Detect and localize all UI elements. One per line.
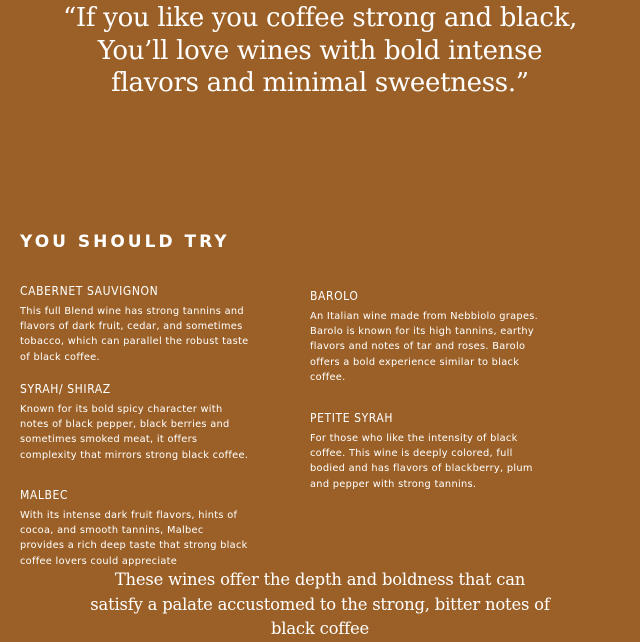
section-title: YOU SHOULD TRY (20, 232, 230, 252)
wine-description: This full Blend wine has strong tannins and flavors of dark fruit, cedar, and sometimes tobacco, which can parallel the robust taste of black coffee. (20, 306, 249, 363)
wine-card-malbec (20, 488, 250, 569)
wine-card-petite-syrah (310, 411, 550, 492)
closing-statement: These wines offer the depth and boldness that can satisfy a palate accustomed to the strong, bitter notes of black coffee (90, 570, 550, 638)
wine-card-syrah-shiraz (20, 382, 250, 463)
wine-card-cabernet-sauvignon (20, 284, 250, 365)
wine-name: MALBEC (20, 488, 69, 502)
wine-description: With its intense dark fruit flavors, hints of cocoa, and smooth tannins, Malbec provides a rich deep taste that strong black coffee lovers could appreciate (20, 510, 248, 567)
wine-name: PETITE SYRAH (310, 411, 394, 425)
pull-quote: “If you like you coffee strong and black, You’ll love wines with bold intense flavors and minimal sweetness.” (62, 3, 578, 98)
wine-description: An Italian wine made from Nebbiolo grapes. Barolo is known for its high tannins, earthy flavors and notes of tar and roses. Barolo offers a bold experience similar to black coffee. (310, 311, 539, 383)
wine-name: BAROLO (310, 289, 359, 303)
wine-description: For those who like the intensity of black coffee. This wine is deeply colored, full bodied and has flavors of blackberry, plum and pepper with strong tannins. (310, 433, 533, 490)
wine-name: SYRAH/ SHIRAZ (20, 382, 111, 396)
wine-description: Known for its bold spicy character with notes of black pepper, black berries and sometimes smoked meat, it offers complexity that mirrors strong black coffee. (20, 404, 249, 461)
wine-card-barolo (310, 289, 550, 385)
wine-name: CABERNET SAUVIGNON (20, 284, 159, 298)
